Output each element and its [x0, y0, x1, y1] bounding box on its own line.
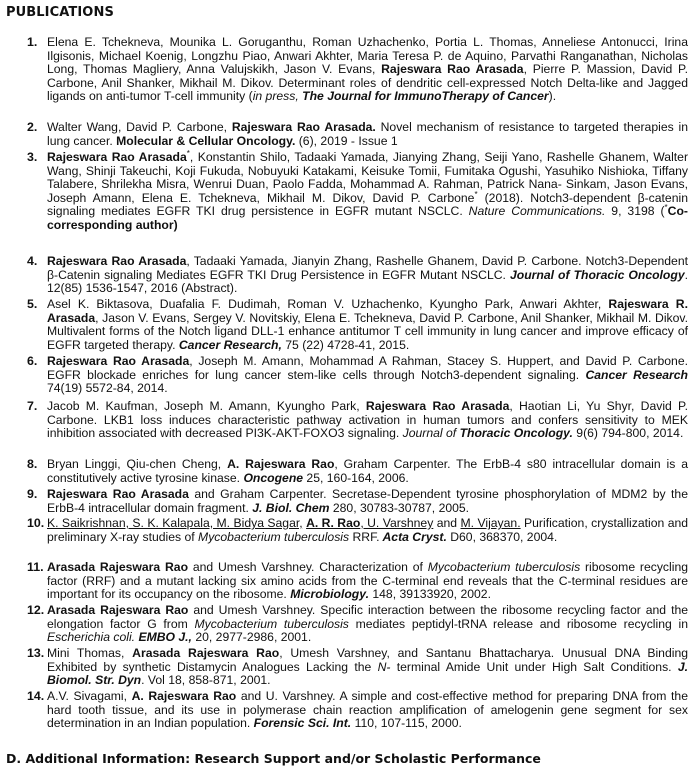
title-text: , Joseph M. Amann, Mohammad A Rahman, Stacey S. Huppert, and David P. Carbone. EGFR blockade enriches for lung cancer stem-like cells through Notch3-dependent signaling.	[47, 354, 688, 382]
title-text: Novel mechanism of resistance to targeted therapies in lung cancer.	[47, 120, 688, 148]
title-text: and Umesh Varshney. Specific interaction between the ribosome recycling factor and the elongation factor G from	[47, 603, 689, 631]
item-number: 4.	[27, 254, 38, 268]
journal-name: Acta Cryst.	[379, 529, 447, 544]
publication-item	[27, 487, 688, 515]
title-text: and Graham Carpenter. Secretase-Dependent tyrosine phosphorylation of MDM2 by the ErbB-4 intracellular domain fragment.	[47, 487, 688, 515]
publication-item	[27, 689, 688, 731]
n-terminal-italic: N-	[371, 659, 391, 674]
item-number: 6.	[27, 354, 38, 368]
organism-name: Escherichia coli.	[47, 630, 136, 645]
item-number: 5.	[27, 297, 38, 311]
section-heading: PUBLICATIONS	[6, 5, 114, 20]
publication-item	[27, 354, 688, 396]
highlighted-author: Rajeswara Rao Arasada	[47, 487, 189, 501]
authors: M. Vijayan.	[460, 516, 521, 530]
publication-item	[27, 646, 689, 688]
journal-name: Thoracic Oncology.	[456, 426, 573, 441]
item-number: 8.	[27, 457, 38, 471]
authors: Mini Thomas,	[47, 646, 125, 660]
journal-name: Forensic Sci. Int.	[250, 716, 352, 731]
highlighted-author: Rajeswara Rao Arasada	[365, 399, 510, 413]
journal-name: EMBO J.,	[135, 630, 192, 645]
journal-name: Microbiology.	[286, 587, 369, 602]
journal-name: Journal of	[399, 426, 457, 441]
highlighted-author: Rajeswara Rao Arasada	[47, 354, 190, 368]
publication-item	[27, 120, 688, 148]
citation-details: . 12(85) 1536-1547, 2016 (Abstract).	[47, 267, 688, 296]
footnote-marker: *	[186, 148, 190, 158]
item-number: 7.	[27, 399, 38, 413]
item-number: 1.	[27, 35, 38, 49]
highlighted-author: A. Rajeswara Rao	[131, 689, 237, 703]
authors: Walter Wang, David P. Carbone,	[47, 120, 228, 134]
publication-item	[27, 399, 688, 441]
publication-item	[27, 457, 688, 485]
highlighted-author: A. R. Rao	[306, 516, 361, 530]
title-text: , Jason V. Evans, Sergey V. Novitskiy, Elena E. Tchekneva, David P. Carbone, Anil Shanker, Mikhail M. Dikov. Multivalent forms of the Notch ligand DLL-1 enhance antitumor T cell immunity in lung cancer and improve efficacy of EGFR targeted therapy.	[47, 310, 688, 352]
authors: Bryan Linggi, Qiu-chen Cheng,	[47, 457, 222, 471]
status-text: in press,	[252, 89, 299, 104]
highlighted-author: Rajeswara Rao Arasada	[381, 62, 524, 77]
authors: Asel K. Biktasova, Duafalia F. Dudimah, Roman V. Uzhachenko, Kyungho Park, Anwari Akhter,	[47, 297, 602, 311]
item-number: 2.	[27, 120, 38, 134]
publication-item	[27, 560, 688, 602]
journal-name: Oncogene	[240, 470, 304, 485]
title-text: , Tadaaki Yamada, Jianyin Zhang, Rashelle Ghanem, David P. Carbone. Notch3-Dependent β-Catenin signaling Mediates EGFR TKI Drug Persistence in EGFR Mutant NSCLC.	[47, 254, 688, 282]
authors: , Konstantin Shilo, Tadaaki Yamada, Jianying Zhang, Seiji Yano, Rashelle Ghanem, Walter Wang, Shinji Takeuchi, Koji Fukuda, Nobuyuki Katakami, Keisuke Tomii, Fumitaka Ogushi, Yasuhiko Nishioka, Tiffany Talabere, Shrilekha Misra, Wenrui Duan, Paolo Fadda, Mohammad A. Rahman, Patrick Nana- Sinkam, Jason Evans, Joseph Amann, Elena E. Tchekneva, Mikhail M. Dikov, David P. Carbone	[47, 150, 688, 205]
authors: , U. Varshney	[360, 516, 434, 530]
citation-details: (6), 2019 - Issue 1	[295, 133, 398, 148]
publication-item	[27, 254, 688, 296]
citation-details: 280, 30783-30787, 2005.	[329, 500, 470, 515]
item-number: 12.	[27, 603, 45, 617]
highlighted-author: Rajeswara Rao Arasada.	[231, 120, 376, 134]
citation-details: 148, 39133920, 2002.	[368, 587, 491, 602]
authors: Elena E. Tchekneva, Mounika L. Goruganthu, Roman Uzhachenko, Portia L. Thomas, Anneliese Antonucci, Irina Ilgisonis, Michael Koenig, Longzhu Piao, Anwari Akhter, Maria Teresa P. de Aquino, Parvathi Ranganathan, Nicholas Long, Thomas Magliery, Anna Valujskikh, Jason V. Evans,	[47, 35, 688, 77]
title-text: , Haotian Li, Yu Shyr, David P. Carbone. LKB1 loss induces characteristic pathway activation in human tumors and confers sensitivity to MEK inhibition associated with decreased PI3K-AKT-FOXO3 signaling.	[47, 399, 688, 441]
item-number: 10.	[27, 516, 45, 530]
journal-name: Molecular & Cellular Oncology.	[112, 133, 296, 148]
item-number: 9.	[27, 487, 38, 501]
title-text: and Umesh Varshney. Characterization of	[188, 560, 423, 574]
authors: K. Saikrishnan, S. K. Kalapala, M. Bidya Sagar,	[47, 516, 303, 530]
citation-details: 20, 2977-2986, 2001.	[191, 630, 312, 645]
title-text: Purification, crystallization and preliminary X-ray studies of	[47, 516, 689, 544]
footnote-marker: *	[664, 203, 668, 213]
title-text: RRF.	[349, 529, 380, 544]
title-text: , Pierre P. Massion, David P. Carbone, Anil Shanker, Mikhail M. Dikov. Determinant roles of dendritic cell-expressed Notch Delta-like and Jagged ligands on anti-tumor T-cell immunity (	[47, 62, 689, 104]
title-text: mediates peptidyl-tRNA release and ribosome recycling in	[348, 616, 688, 631]
journal-name: The Journal for ImmunoTherapy of Cancer	[298, 89, 549, 104]
organism-name: Mycobacterium tuberculosis	[422, 560, 581, 574]
highlighted-author: Rajeswara Rao Arasada	[47, 254, 187, 268]
citation-details: . Vol 18, 858-871, 2001.	[141, 673, 271, 688]
section-footer-heading: D. Additional Information: Research Support and/or Scholastic Performance	[6, 751, 541, 766]
citation-details: 75 (22) 4728-41, 2015.	[281, 337, 410, 352]
item-number: 13.	[27, 646, 45, 660]
publication-item	[27, 297, 688, 352]
citation-details: 74(19) 5572-84, 2014.	[47, 381, 168, 396]
organism-name: Mycobacterium tuberculosis	[187, 616, 349, 631]
citation-details: 110, 107-115, 2000.	[351, 716, 462, 731]
highlighted-author: Arasada Rajeswara Rao	[47, 560, 189, 574]
item-number: 3.	[27, 150, 38, 164]
title-text: and U. Varshney. A simple and cost-effective method for preparing DNA from the hard tooth tissue, and its use in polymerase chain reaction amplification of amelogenin gene segment for sex determination in an Indian population.	[47, 689, 688, 731]
highlighted-author: A. Rajeswara Rao	[227, 457, 335, 471]
highlighted-author: Arasada Rajeswara Rao	[132, 646, 280, 660]
citation-details: 9, 3198 (	[605, 204, 665, 219]
citation-details: 9(6) 794-800, 2014.	[572, 426, 684, 441]
highlighted-author: Rajeswara R. Arasada	[47, 297, 688, 325]
journal-name: Journal of Thoracic Oncology	[505, 267, 685, 282]
title-text: , Umesh Varshney, and Santanu Bhattacharya. Unusual DNA Binding Exhibited by synthetic Distamycin Analogues Lacking the	[47, 646, 689, 674]
footnote-marker: *	[474, 189, 478, 199]
item-number: 11.	[27, 560, 44, 574]
publication-item	[27, 35, 689, 104]
journal-name: Cancer Research,	[175, 337, 282, 352]
highlighted-author: Arasada Rajeswara Rao	[47, 603, 189, 617]
conjunction: and	[433, 516, 461, 530]
corresponding-note: Co-corresponding author)	[47, 204, 688, 232]
journal-name: J. Biol. Chem	[248, 500, 330, 515]
authors: Jacob M. Kaufman, Joseph M. Amann, Kyungho Park,	[47, 399, 360, 413]
publication-item	[27, 603, 689, 645]
journal-name: J. Biomol. Str. Dyn	[47, 659, 689, 688]
item-number: 14.	[27, 689, 45, 703]
title-text: ribosome recycling factor (RRF) and a mutant lacking six amino acids from the C-terminal end reveals that the C-terminal residues are important for its occupancy on the ribosome.	[47, 560, 688, 602]
publication-item	[27, 516, 689, 544]
title-text: , Graham Carpenter. The ErbB-4 s80 intracellular domain is a constitutively active tyrosine kinase.	[47, 457, 688, 485]
organism-name: Mycobacterium tuberculosis	[194, 529, 350, 544]
journal-name: Cancer Research	[579, 367, 688, 382]
title-text: terminal Amide Unit under High Salt Conditions.	[390, 659, 672, 674]
title-text: (2018). Notch3-dependent β-catenin signaling mediates EGFR TKI drug persistence in EGFR mutant NSCLC.	[47, 190, 688, 219]
publication-item	[27, 148, 688, 233]
citation-details: D60, 368370, 2004.	[446, 529, 558, 544]
highlighted-author: Rajeswara Rao Arasada	[47, 150, 187, 164]
citation-details: 25, 160-164, 2006.	[303, 470, 409, 485]
journal-name: Nature Communications.	[462, 204, 606, 219]
authors: A.V. Sivagami,	[47, 689, 127, 703]
citation-details: ).	[548, 89, 557, 104]
